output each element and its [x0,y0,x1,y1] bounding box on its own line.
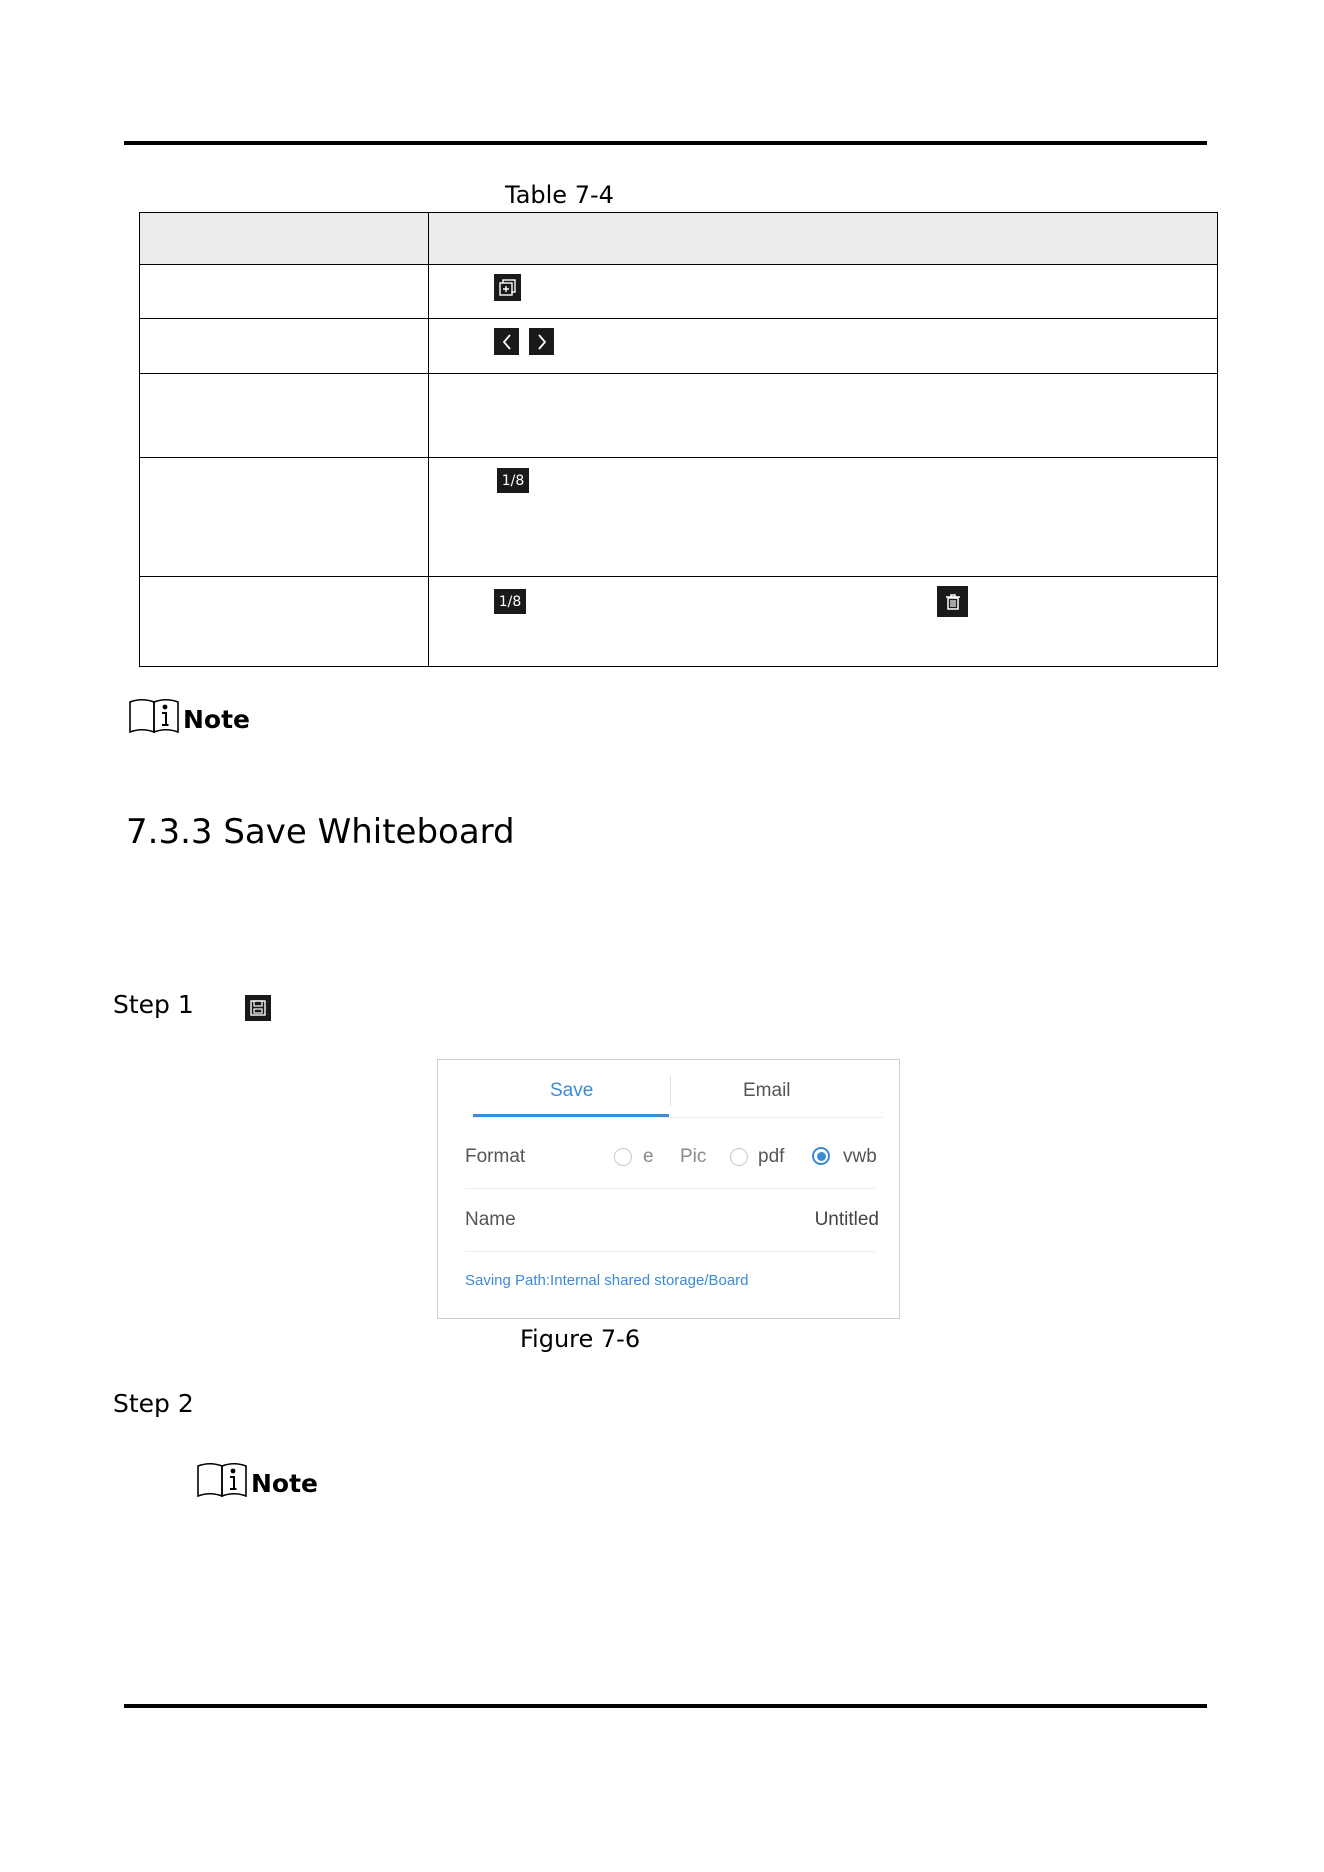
name-label: Name [465,1209,516,1230]
saving-path: Saving Path:Internal shared storage/Board [465,1272,749,1289]
whiteboard-operations-table [139,212,1218,667]
save-dialog [437,1059,900,1319]
tab-save[interactable]: Save [550,1080,594,1101]
format-label: Format [465,1146,526,1167]
tab-baseline [473,1117,883,1118]
table-cell [429,265,1218,319]
row-separator [465,1188,875,1189]
page-indicator: 1/8 [497,468,529,493]
name-value[interactable]: Untitled [814,1209,879,1230]
format-option-vwb: vwb [843,1146,877,1167]
format-radio-vwb[interactable] [812,1147,830,1165]
format-radio-pdf[interactable] [730,1148,748,1166]
table-cell [429,577,1218,667]
format-option-pic: Pic [680,1146,706,1167]
book-info-icon [128,696,180,734]
note-callout [196,1460,318,1498]
table-header-cell [140,213,429,265]
table-cell [429,319,1218,374]
format-radio-e[interactable] [614,1148,632,1166]
footer-rule [124,1704,1207,1708]
table-cell [140,577,429,667]
table-cell [140,374,429,458]
table-cell [140,458,429,577]
table-row [140,374,1218,458]
step-label: Step 2 [113,1389,194,1418]
table-row [140,458,1218,577]
header-rule [124,141,1207,145]
note-callout [128,696,250,734]
page-indicator: 1/8 [494,589,526,614]
format-option-pdf: pdf [758,1146,785,1167]
table-header-cell [429,213,1218,265]
row-separator [465,1251,875,1252]
section-heading: 7.3.3 Save Whiteboard [126,812,515,852]
step-label: Step 1 [113,990,194,1019]
chevron-left-icon [494,328,519,355]
table-row [140,319,1218,374]
table-cell [140,265,429,319]
book-info-icon [196,1460,248,1498]
save-icon [245,995,271,1021]
table-cell [140,319,429,374]
table-header-row [140,213,1218,265]
chevron-right-icon [529,328,554,355]
add-page-icon [494,274,521,301]
trash-icon [937,586,968,617]
tab-divider [670,1076,671,1106]
table-caption: Table 7-4 [505,181,614,209]
table-row [140,265,1218,319]
note-label: Note [251,1469,319,1498]
table-row [140,577,1218,667]
tab-email[interactable]: Email [743,1080,791,1101]
figure-caption: Figure 7-6 [520,1325,641,1353]
note-label: Note [183,705,251,734]
table-cell [429,458,1218,577]
format-option-e: e [643,1146,654,1167]
table-cell [429,374,1218,458]
